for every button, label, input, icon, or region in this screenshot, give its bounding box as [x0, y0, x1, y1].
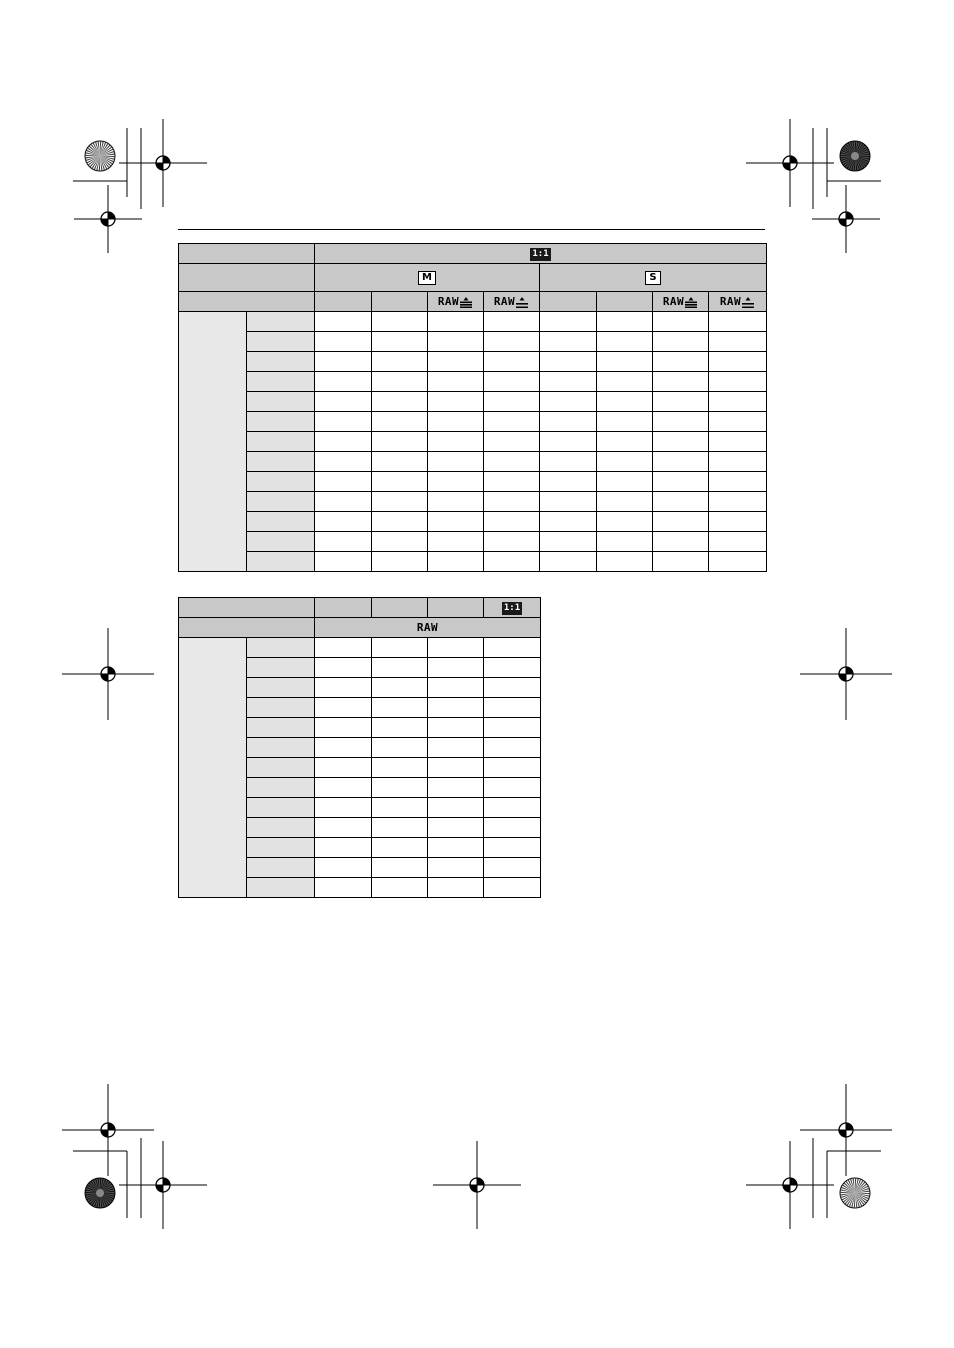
- table-cell: [315, 738, 372, 758]
- table-cell: [653, 372, 709, 392]
- table-cell: [428, 658, 484, 678]
- table-cell: [372, 392, 428, 412]
- table-cell: [428, 678, 484, 698]
- table-row: [179, 512, 767, 532]
- table-cell: [484, 432, 540, 452]
- table-cell: [315, 718, 372, 738]
- table-row: [179, 552, 767, 572]
- registration-target-icon: [433, 1141, 521, 1229]
- table-cell: [709, 532, 767, 552]
- table-cell: [709, 312, 767, 332]
- table-cell: [428, 452, 484, 472]
- quality-label-cell: [179, 292, 315, 312]
- capacity-row-label: [247, 372, 315, 392]
- table-cell: [315, 352, 372, 372]
- table-cell: [597, 392, 653, 412]
- registration-target-icon: [800, 628, 892, 720]
- registration-target-icon: [119, 1141, 207, 1229]
- table-cell: [372, 412, 428, 432]
- table-cell: [597, 452, 653, 472]
- table-cell: [372, 678, 428, 698]
- table-cell: [315, 412, 372, 432]
- capacity-row-label: [247, 352, 315, 372]
- table-cell: [372, 532, 428, 552]
- table-cell: [428, 818, 484, 838]
- table-cell: [709, 332, 767, 352]
- aspect-cell: [428, 598, 484, 618]
- table-cell: [315, 392, 372, 412]
- capacity-row-label: [247, 758, 315, 778]
- header-row-aspect: [179, 244, 767, 264]
- table-cell: [597, 512, 653, 532]
- table-cell: [653, 472, 709, 492]
- table-cell: [597, 352, 653, 372]
- registration-target-icon: [746, 1141, 834, 1229]
- table-cell: [428, 312, 484, 332]
- table-cell: [372, 432, 428, 452]
- table-cell: [315, 372, 372, 392]
- size-label-cell: [179, 264, 315, 292]
- raw-label: RAW: [662, 295, 685, 308]
- table-cell: [372, 638, 428, 658]
- table-cell: [653, 532, 709, 552]
- table-cell: [372, 552, 428, 572]
- header-row-aspect: [179, 598, 541, 618]
- table-cell: [540, 372, 597, 392]
- aspect-cell: [315, 598, 372, 618]
- table-cell: [484, 838, 541, 858]
- table-cell: [484, 312, 540, 332]
- table-cell: [428, 472, 484, 492]
- capacity-row-label: [247, 858, 315, 878]
- table-cell: [372, 698, 428, 718]
- table-cell: [315, 552, 372, 572]
- table-cell: [709, 472, 767, 492]
- table-cell: [372, 878, 428, 898]
- table-cell: [540, 412, 597, 432]
- aspect-label-cell: [179, 598, 315, 618]
- table-cell: [484, 818, 541, 838]
- table-cell: [709, 452, 767, 472]
- capacity-row-label: [247, 412, 315, 432]
- table-cell: [709, 432, 767, 452]
- table-cell: [428, 552, 484, 572]
- table-row: [179, 532, 767, 552]
- table-cell: [653, 512, 709, 532]
- table-cell: [372, 738, 428, 758]
- table-cell: [372, 332, 428, 352]
- table-cell: [484, 492, 540, 512]
- table-cell: [372, 778, 428, 798]
- capacity-row-label: [247, 818, 315, 838]
- registration-target-icon: [812, 185, 880, 253]
- table-cell: [428, 512, 484, 532]
- capacity-row-label: [247, 838, 315, 858]
- capacity-row-label: [247, 392, 315, 412]
- table-cell: [709, 552, 767, 572]
- capacity-row-label: [247, 778, 315, 798]
- registration-target-icon: [119, 119, 207, 207]
- table-cell: [428, 758, 484, 778]
- picture-size-table-1: [178, 243, 767, 572]
- size-m-cell: [315, 264, 540, 292]
- header-rule: [178, 229, 765, 230]
- header-row-size: [179, 264, 767, 292]
- table-cell: [428, 352, 484, 372]
- quality-cell: [540, 292, 597, 312]
- capacity-row-label: [247, 332, 315, 352]
- table-cell: [597, 412, 653, 432]
- table-cell: [428, 638, 484, 658]
- table-cell: [428, 532, 484, 552]
- table-cell: [484, 858, 541, 878]
- table-row: [179, 472, 767, 492]
- table-cell: [315, 492, 372, 512]
- aspect-cell: [484, 598, 541, 618]
- table-row: [179, 372, 767, 392]
- table-row: [179, 412, 767, 432]
- capacity-row-label: [247, 658, 315, 678]
- raw-label: RAW: [416, 621, 439, 634]
- table-cell: [315, 698, 372, 718]
- table-cell: [653, 492, 709, 512]
- table-cell: [428, 372, 484, 392]
- header-row-quality: [179, 292, 767, 312]
- table-cell: [540, 532, 597, 552]
- table-cell: [315, 512, 372, 532]
- table-cell: [372, 658, 428, 678]
- aspect-cell: [315, 244, 767, 264]
- table-cell: [484, 758, 541, 778]
- raw-cell: [315, 618, 541, 638]
- table-cell: [315, 472, 372, 492]
- table-cell: [597, 332, 653, 352]
- table-cell: [484, 798, 541, 818]
- table-cell: [372, 312, 428, 332]
- table-cell: [428, 778, 484, 798]
- table-cell: [484, 658, 541, 678]
- table-cell: [653, 312, 709, 332]
- raw-label: RAW: [437, 295, 460, 308]
- table-row: [179, 392, 767, 412]
- table-cell: [372, 472, 428, 492]
- table-cell: [709, 392, 767, 412]
- table-cell: [540, 472, 597, 492]
- table-cell: [540, 352, 597, 372]
- table-cell: [484, 412, 540, 432]
- table-cell: [484, 392, 540, 412]
- star-target-icon: [840, 141, 870, 171]
- capacity-row-label: [247, 512, 315, 532]
- table-row: [179, 452, 767, 472]
- registration-target-icon: [800, 1084, 892, 1176]
- table-cell: [428, 392, 484, 412]
- picture-size-table-2: [178, 597, 541, 898]
- table-cell: [484, 332, 540, 352]
- table-cell: [315, 678, 372, 698]
- star-target-icon: [85, 1178, 115, 1208]
- table-cell: [372, 452, 428, 472]
- fine-quality-icon: [684, 297, 698, 308]
- table-cell: [540, 552, 597, 572]
- table-cell: [372, 798, 428, 818]
- table-cell: [315, 858, 372, 878]
- table-cell: [597, 472, 653, 492]
- table-cell: [484, 352, 540, 372]
- registration-target-icon: [62, 1084, 154, 1176]
- capacity-row-label: [247, 638, 315, 658]
- table-cell: [315, 312, 372, 332]
- table-cell: [484, 452, 540, 472]
- table-cell: [597, 372, 653, 392]
- table-cell: [484, 878, 541, 898]
- table-cell: [315, 758, 372, 778]
- registration-target-icon: [74, 185, 142, 253]
- capacity-row-label: [247, 312, 315, 332]
- aspect-1-1-icon: 1:1: [503, 603, 521, 613]
- table-cell: [597, 532, 653, 552]
- table-row: [179, 312, 767, 332]
- table-cell: [428, 838, 484, 858]
- table-cell: [540, 332, 597, 352]
- standard-quality-icon: [741, 297, 755, 308]
- quality-cell: [428, 292, 484, 312]
- table-cell: [372, 758, 428, 778]
- table-cell: [540, 432, 597, 452]
- table-cell: [709, 372, 767, 392]
- table-cell: [709, 492, 767, 512]
- table-cell: [428, 432, 484, 452]
- table-cell: [653, 412, 709, 432]
- table-cell: [484, 638, 541, 658]
- table-cell: [484, 738, 541, 758]
- table-cell: [372, 818, 428, 838]
- star-target-icon: [85, 141, 115, 171]
- table-cell: [315, 798, 372, 818]
- capacity-row-label: [247, 432, 315, 452]
- table-cell: [484, 532, 540, 552]
- table-cell: [428, 738, 484, 758]
- capacity-row-label: [247, 472, 315, 492]
- table-cell: [709, 352, 767, 372]
- table-cell: [653, 432, 709, 452]
- table-cell: [428, 698, 484, 718]
- table-cell: [372, 372, 428, 392]
- table-cell: [653, 352, 709, 372]
- table-cell: [597, 432, 653, 452]
- table-cell: [428, 878, 484, 898]
- table-cell: [484, 718, 541, 738]
- table-cell: [484, 552, 540, 572]
- table-cell: [540, 312, 597, 332]
- aspect-label-cell: [179, 244, 315, 264]
- standard-quality-icon: [515, 297, 529, 308]
- table-cell: [428, 332, 484, 352]
- fine-quality-icon: [459, 297, 473, 308]
- quality-cell: [709, 292, 767, 312]
- quality-cell: [653, 292, 709, 312]
- table-cell: [484, 512, 540, 532]
- table-cell: [597, 312, 653, 332]
- table-cell: [315, 778, 372, 798]
- table-cell: [540, 452, 597, 472]
- capacity-row-label: [247, 678, 315, 698]
- table-cell: [653, 452, 709, 472]
- size-s-cell: [540, 264, 767, 292]
- quality-label-cell: [179, 618, 315, 638]
- table-cell: [428, 412, 484, 432]
- capacity-row-label: [247, 718, 315, 738]
- capacity-row-label: [247, 452, 315, 472]
- capacity-row-label: [247, 738, 315, 758]
- table-cell: [540, 492, 597, 512]
- quality-cell: [315, 292, 372, 312]
- star-target-icon: [840, 1178, 870, 1208]
- table-cell: [709, 512, 767, 532]
- table-cell: [315, 638, 372, 658]
- table-cell: [372, 512, 428, 532]
- table-row: [179, 352, 767, 372]
- table-cell: [653, 332, 709, 352]
- aspect-cell: [372, 598, 428, 618]
- table-cell: [428, 798, 484, 818]
- capacity-row-label: [247, 552, 315, 572]
- quality-cell: [597, 292, 653, 312]
- table-cell: [540, 512, 597, 532]
- table-cell: [372, 492, 428, 512]
- table-cell: [315, 838, 372, 858]
- table-cell: [315, 532, 372, 552]
- table-cell: [597, 552, 653, 572]
- capacity-row-label: [247, 492, 315, 512]
- table-cell: [428, 858, 484, 878]
- table-cell: [315, 818, 372, 838]
- table-cell: [315, 878, 372, 898]
- table-cell: [372, 838, 428, 858]
- table-cell: [315, 432, 372, 452]
- table-cell: [315, 658, 372, 678]
- table-cell: [372, 718, 428, 738]
- capacity-side-cell: [179, 638, 247, 898]
- table-row: [179, 638, 541, 658]
- raw-label: RAW: [493, 295, 516, 308]
- quality-cell: [484, 292, 540, 312]
- table-cell: [484, 472, 540, 492]
- registration-target-icon: [62, 628, 154, 720]
- table-cell: [484, 698, 541, 718]
- capacity-row-label: [247, 878, 315, 898]
- raw-label: RAW: [719, 295, 742, 308]
- table-cell: [372, 352, 428, 372]
- table-row: [179, 492, 767, 512]
- table-cell: [428, 718, 484, 738]
- capacity-side-cell: [179, 312, 247, 572]
- table-cell: [709, 412, 767, 432]
- table-row: [179, 432, 767, 452]
- table-cell: [428, 492, 484, 512]
- table-cell: [484, 678, 541, 698]
- table-cell: [484, 372, 540, 392]
- aspect-1-1-icon: 1:1: [532, 249, 549, 259]
- header-row-quality: [179, 618, 541, 638]
- registration-target-icon: [746, 119, 834, 207]
- table-cell: [315, 332, 372, 352]
- table-cell: [597, 492, 653, 512]
- size-m-icon: M: [418, 271, 436, 285]
- table-row: [179, 332, 767, 352]
- capacity-row-label: [247, 532, 315, 552]
- size-s-icon: S: [645, 271, 660, 285]
- table-cell: [653, 392, 709, 412]
- capacity-row-label: [247, 698, 315, 718]
- table-cell: [372, 858, 428, 878]
- table-cell: [484, 778, 541, 798]
- capacity-row-label: [247, 798, 315, 818]
- table-cell: [540, 392, 597, 412]
- table-cell: [315, 452, 372, 472]
- table-cell: [653, 552, 709, 572]
- quality-cell: [372, 292, 428, 312]
